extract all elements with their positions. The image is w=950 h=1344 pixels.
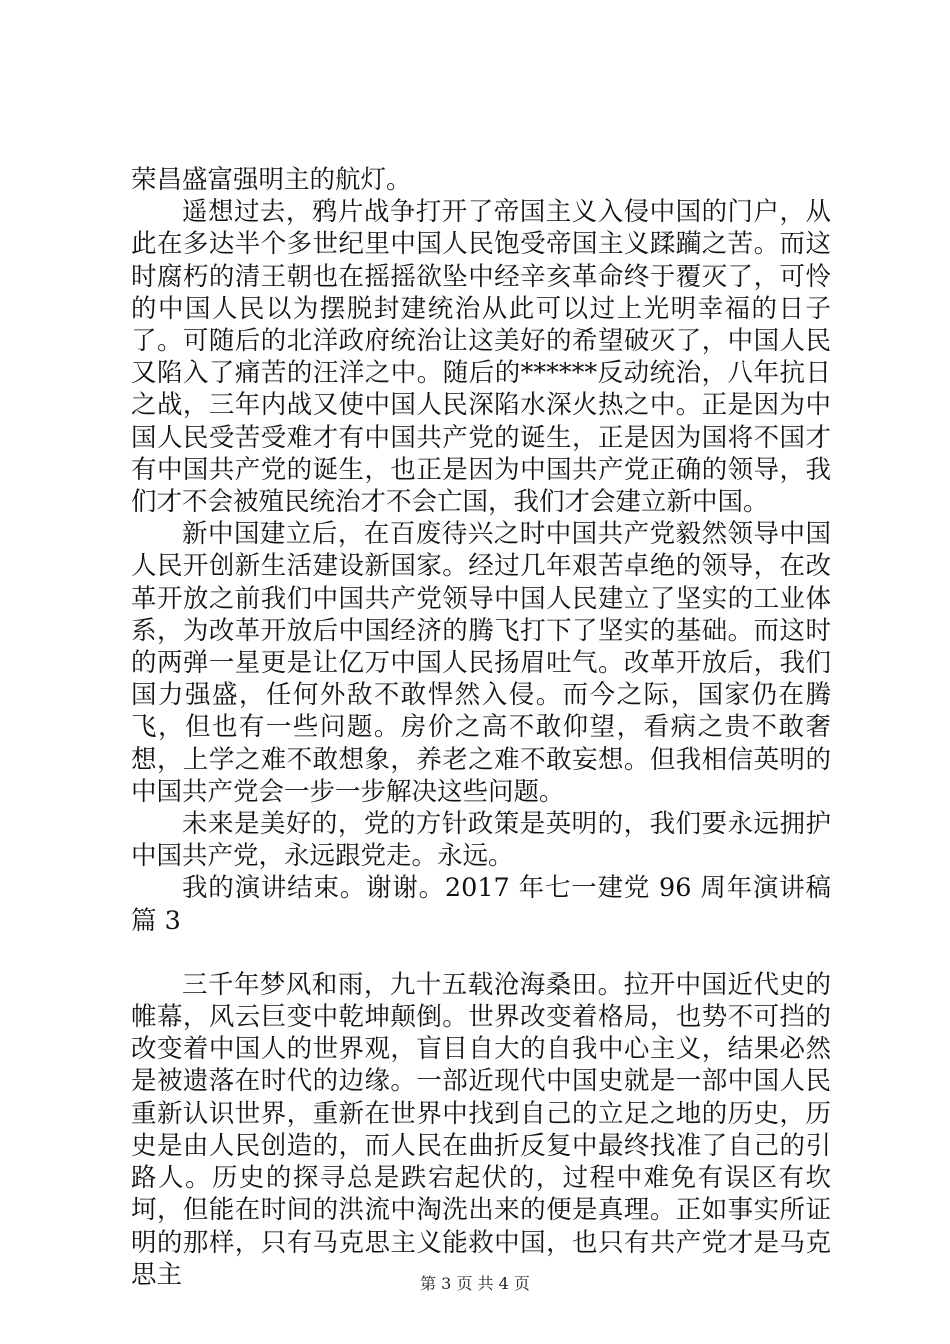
paragraph-new-china: 新中国建立后，在百废待兴之时中国共产党毅然领导中国人民开创新生活建设新国家。经过几年艰苦卓绝的领导，在改革开放之前我们中国共产党领导中国人民建立了坚实的工业体系，为改革开放后中国经济的腾飞打下了坚实的基础。而这时的两弹一星更是让亿万中国人民扬眉吐气。改革开放后，我们国力强盛，任何外敌不敢悍然入侵。而今之际，国家仍在腾飞，但也有一些问题。房价之高不敢仰望，看病之贵不敢奢想，上学之难不敢想象，养老之难不敢妄想。但我相信英明的中国共产党会一步一步解决这些问题。 [131, 519, 831, 807]
paragraph-gap [131, 937, 831, 969]
page-footer: 第 3 页 共 4 页 [420, 1274, 530, 1293]
paragraph-history: 遥想过去，鸦片战争打开了帝国主义入侵中国的门户，从此在多达半个多世纪里中国人民饱受帝国主义蹂躏之苦。而这时腐朽的清王朝也在摇摇欲坠中经辛亥革命终于覆灭了，可怜的中国人民以为摆脱封建统治从此可以过上光明幸福的日子了。可随后的北洋政府统治让这美好的希望破灭了，中国人民又陷入了痛苦的汪洋之中。随后的******反动统治，八年抗日之战，三年内战又使中国人民深陷水深火热之中。正是因为中国人民受苦受难才有中国共产党的诞生，正是因为国将不国才有中国共产党的诞生，也正是因为中国共产党正确的领导，我们才不会被殖民统治才不会亡国，我们才会建立新中国。 [131, 197, 831, 518]
paragraph-speech-3: 三千年梦风和雨，九十五载沧海桑田。拉开中国近代史的帷幕，风云巨变中乾坤颠倒。世界改变着格局，也势不可挡的改变着中国人的世界观，盲目自大的自我中心主义，结果必然是被遗落在时代的边缘。一部近现代中国史就是一部中国人民重新认识世界，重新在世界中找到自己的立足之地的历史，历史是由人民创造的，而人民在曲折反复中最终找准了自己的引路人。历史的探寻总是跌宕起伏的，过程中难免有误区有坎坷，但能在时间的洪流中淘洗出来的便是真理。正如事实所证明的那样，只有马克思主义能救中国，也只有共产党才是马克思主 [131, 969, 831, 1290]
paragraph-continuation: 荣昌盛富强明主的航灯。 [131, 165, 412, 195]
document-body [131, 164, 831, 1291]
paragraph-speech-end: 我的演讲结束。谢谢。2017 年七一建党 96 周年演讲稿篇 3 [131, 873, 831, 936]
paragraph-future: 未来是美好的，党的方针政策是英明的，我们要永远拥护中国共产党，永远跟党走。永远。 [131, 809, 831, 872]
